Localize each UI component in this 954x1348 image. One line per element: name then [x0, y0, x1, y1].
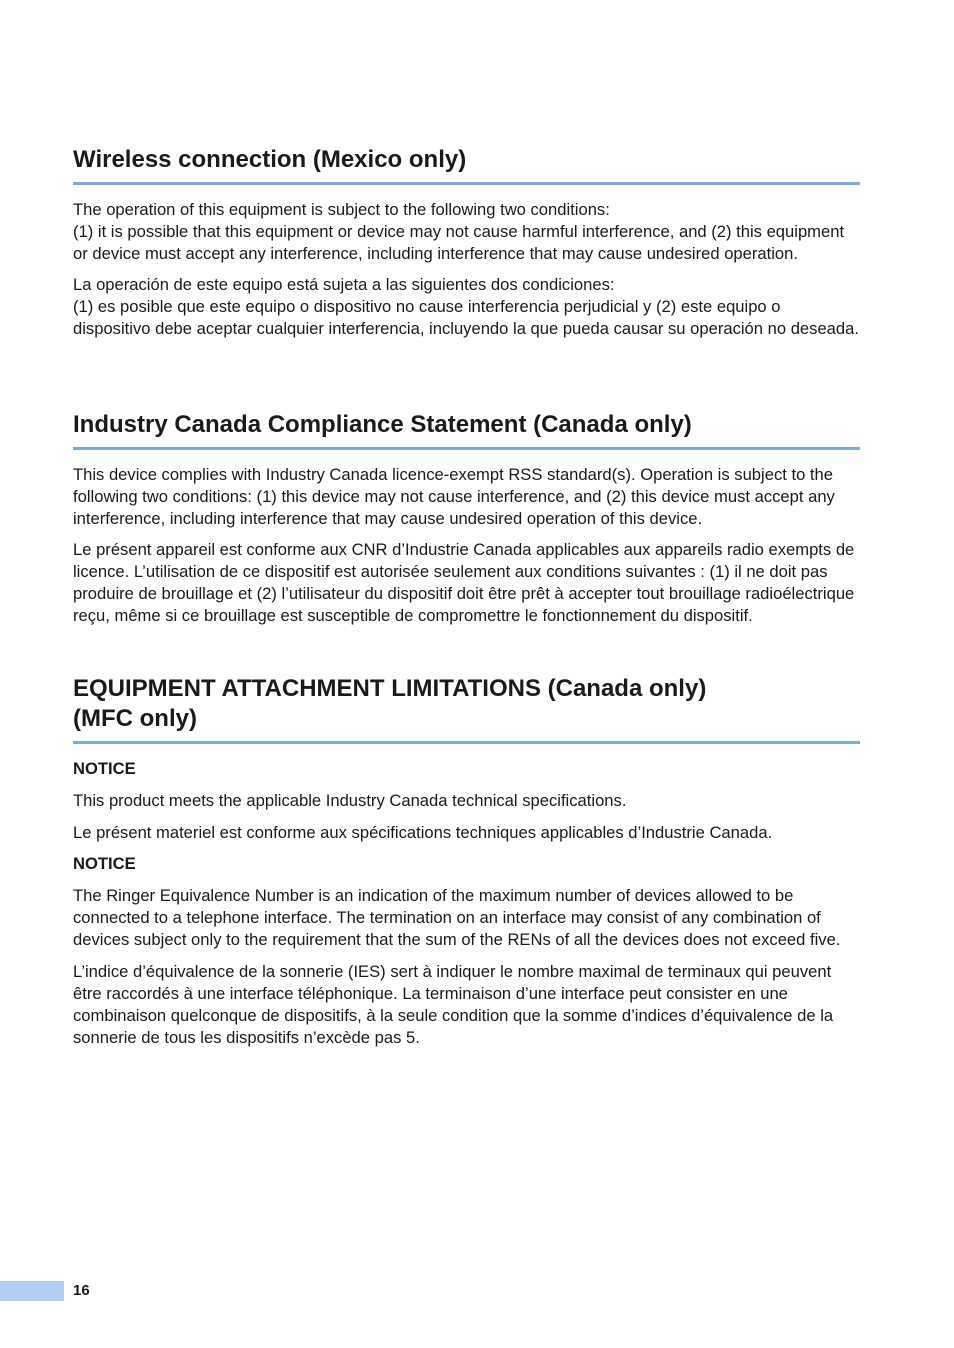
- notice-label: NOTICE: [73, 759, 136, 778]
- page-number: 16: [73, 1282, 90, 1299]
- notice-label: NOTICE: [73, 854, 136, 873]
- paragraph: This product meets the applicable Industry Canada technical specifications.: [73, 791, 627, 810]
- section-heading: Wireless connection (Mexico only): [73, 146, 467, 173]
- paragraph: La operación de este equipo está sujeta a las siguientes dos condiciones: (1) es posible que este equipo o dispositivo no cause interferencia perjudicial y (2) este equipo o dispositivo debe aceptar cualquier interferencia, incluyendo la que pueda causar su operación no deseada.: [73, 275, 859, 338]
- paragraph: Le présent materiel est conforme aux spécifications techniques applicables d’Industrie Canada.: [73, 823, 773, 842]
- heading-rule: [73, 182, 860, 185]
- paragraph: Le présent appareil est conforme aux CNR d’Industrie Canada applicables aux appareils radio exempts de licence. L’utilisation de ce dispositif est autorisée seulement aux conditions suivantes : (1) il ne doit pas produire de brouillage et (2) l’utilisateur du dispositif doit être prêt à accepter tout brouillage radioélectrique reçu, même si ce brouillage est susceptible de compromettre le fonctionnement du dispositif.: [73, 540, 855, 625]
- footer-accent-bar: [0, 1281, 64, 1301]
- heading-rule: [73, 447, 860, 450]
- section-wireless-mexico: [73, 145, 860, 340]
- section-equipment-attachment: [73, 674, 860, 1049]
- paragraph: The operation of this equipment is subject to the following two conditions: (1) it is possible that this equipment or device may not cause harmful interference, and (2) this equipment or device must accept any interference, including interference that may cause undesired operation.: [73, 200, 845, 263]
- heading-rule: [73, 741, 860, 744]
- section-heading: EQUIPMENT ATTACHMENT LIMITATIONS (Canada only) (MFC only): [73, 675, 707, 732]
- section-heading: Industry Canada Compliance Statement (Canada only): [73, 411, 692, 438]
- section-industry-canada: [73, 410, 860, 627]
- paragraph: The Ringer Equivalence Number is an indication of the maximum number of devices allowed to be connected to a telephone interface. The termination on an interface may consist of any combination of devices subject only to the requirement that the sum of the RENs of all the devices does not exceed five.: [73, 886, 841, 949]
- paragraph: This device complies with Industry Canada licence-exempt RSS standard(s). Operation is subject to the following two conditions: (1) this device may not cause interference, and (2) this device must accept any interference, including interference that may cause undesired operation of this device.: [73, 465, 835, 528]
- paragraph: L’indice d’équivalence de la sonnerie (IES) sert à indiquer le nombre maximal de terminaux qui peuvent être raccordés à une interface téléphonique. La terminaison d’une interface peut consister en une combinaison quelconque de dispositifs, à la seule condition que la somme d’indices d’équivalence de la sonnerie de tous les dispositifs n’excède pas 5.: [73, 962, 834, 1047]
